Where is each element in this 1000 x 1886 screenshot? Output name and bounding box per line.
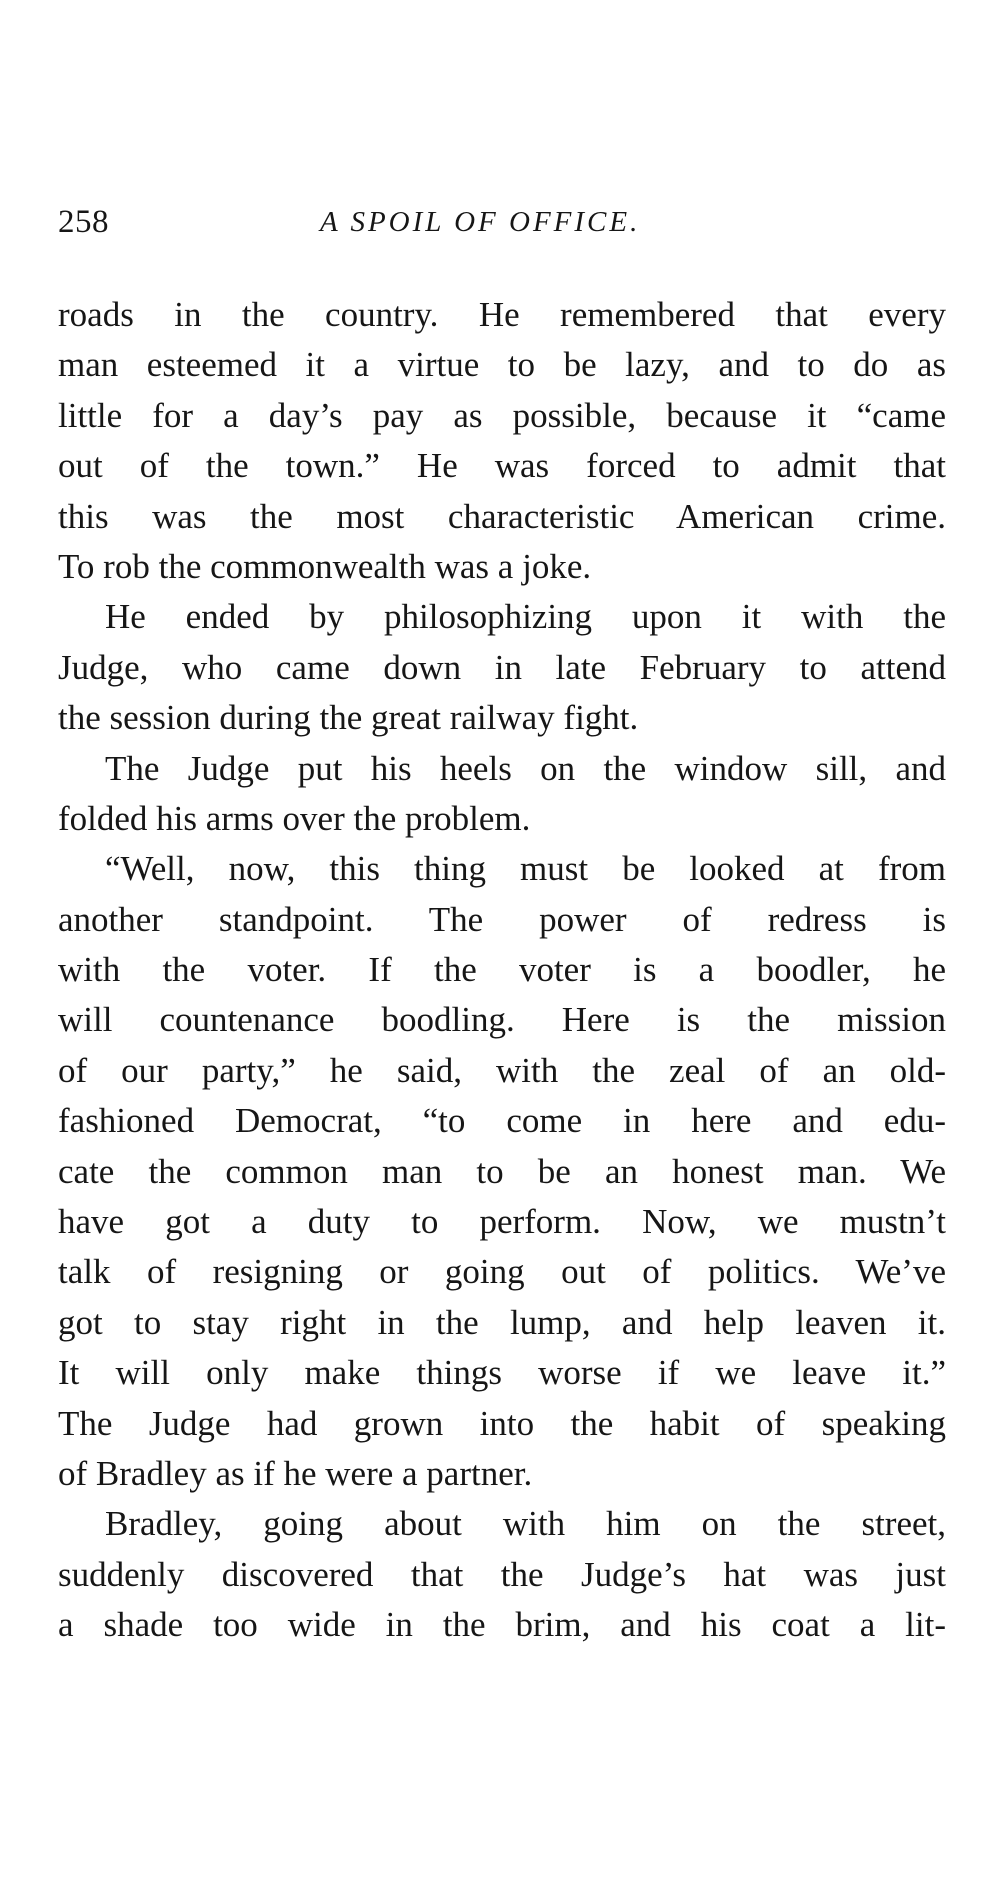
paragraph bbox=[58, 1499, 946, 1650]
text-line: a shade too wide in the brim, and his coat a lit- bbox=[58, 1605, 946, 1645]
text-line: Judge, who came down in late February to attend bbox=[58, 647, 946, 687]
paragraph bbox=[58, 744, 946, 845]
running-title: A SPOIL OF OFFICE. bbox=[320, 206, 641, 238]
text-line: the session during the great railway fight. bbox=[58, 698, 639, 738]
text-line: talk of resigning or going out of politics. We’ve bbox=[58, 1252, 946, 1292]
paragraph bbox=[58, 844, 946, 1499]
text-line: this was the most characteristic American crime. bbox=[58, 496, 946, 536]
text-line: got to stay right in the lump, and help leaven it. bbox=[58, 1302, 946, 1342]
text-line: It will only make things worse if we leave it.” bbox=[58, 1353, 946, 1393]
text-line: have got a duty to perform. Now, we mustn’t bbox=[58, 1202, 946, 1242]
text-line: suddenly discovered that the Judge’s hat was just bbox=[58, 1554, 946, 1594]
text-line: will countenance boodling. Here is the mission bbox=[58, 1000, 946, 1040]
text-line: To rob the commonwealth was a joke. bbox=[58, 546, 592, 586]
paragraph bbox=[58, 290, 946, 592]
text-line: of our party,” he said, with the zeal of an old- bbox=[58, 1050, 946, 1090]
text-line: man esteemed it a virtue to be lazy, and to do as bbox=[58, 345, 946, 385]
text-line: another standpoint. The power of redress is bbox=[58, 899, 946, 939]
text-line: with the voter. If the voter is a boodler, he bbox=[58, 950, 946, 990]
running-head bbox=[58, 198, 948, 246]
text-line: folded his arms over the problem. bbox=[58, 798, 531, 838]
text-line: roads in the country. He remembered that every bbox=[58, 295, 946, 334]
text-line: “Well, now, this thing must be looked at from bbox=[105, 849, 946, 889]
text-line: little for a day’s pay as possible, because it “came bbox=[58, 395, 946, 435]
page-number: 258 bbox=[58, 204, 109, 240]
body-text bbox=[58, 290, 946, 1651]
text-line: He ended by philosophizing upon it with the bbox=[105, 597, 946, 637]
text-line: cate the common man to be an honest man. We bbox=[58, 1151, 946, 1191]
text-line: Bradley, going about with him on the street, bbox=[105, 1504, 946, 1544]
text-line: The Judge had grown into the habit of speaking bbox=[58, 1403, 946, 1443]
paragraph bbox=[58, 592, 946, 743]
text-line: The Judge put his heels on the window sill, and bbox=[105, 748, 946, 788]
text-line: out of the town.” He was forced to admit that bbox=[58, 446, 946, 486]
text-line: of Bradley as if he were a partner. bbox=[58, 1453, 533, 1493]
text-line: fashioned Democrat, “to come in here and edu- bbox=[58, 1101, 946, 1141]
